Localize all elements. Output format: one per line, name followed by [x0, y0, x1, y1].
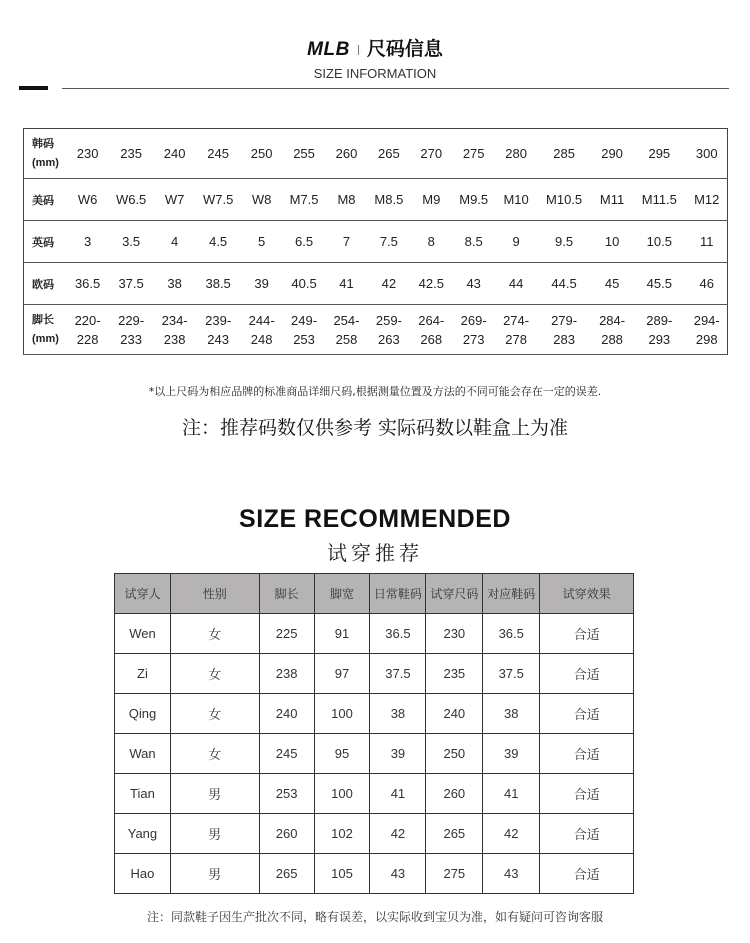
table-cell: Wen	[115, 614, 171, 654]
table-cell: M10.5	[536, 179, 592, 221]
cell-text: 294-	[693, 312, 720, 328]
table-cell: 275	[451, 129, 496, 179]
table-cell: 男	[170, 774, 259, 814]
table-cell: 37.5	[483, 654, 540, 694]
row-label-text: 美码	[32, 194, 54, 207]
table-cell: 合适	[540, 694, 634, 734]
row-label-text: 英码	[32, 236, 54, 249]
table-cell: 合适	[540, 734, 634, 774]
cell-text: 233	[120, 331, 142, 347]
table-cell: 42	[367, 263, 412, 305]
table-row	[115, 694, 634, 734]
table-cell: 97	[314, 654, 370, 694]
table-cell: Qing	[115, 694, 171, 734]
table-cell: 245	[195, 129, 242, 179]
table-cell	[686, 305, 727, 355]
column-header: 日常鞋码	[370, 574, 426, 614]
table-cell: 41	[370, 774, 426, 814]
recommended-title: SIZE RECOMMENDED	[239, 505, 511, 533]
decorative-divider	[62, 88, 729, 89]
table-cell: 255	[282, 129, 327, 179]
table-cell: 265	[426, 814, 483, 854]
column-header: 性别	[170, 574, 259, 614]
recommend-note: 注：推荐码数仅供参考 实际码数以鞋盒上为准	[181, 417, 569, 439]
table-cell: Hao	[115, 854, 171, 894]
column-header: 对应鞋码	[483, 574, 540, 614]
table-cell: 44.5	[536, 263, 592, 305]
table-cell: 230	[68, 129, 108, 179]
recommended-subtitle: 试穿推荐	[327, 541, 423, 565]
table-row	[115, 774, 634, 814]
table-cell: 合适	[540, 774, 634, 814]
cell-text: 220-	[74, 312, 101, 328]
table-cell: M11.5	[632, 179, 686, 221]
table-cell: 91	[314, 614, 370, 654]
table-cell: 38	[155, 263, 195, 305]
table-cell: 102	[314, 814, 370, 854]
table-cell: Yang	[115, 814, 171, 854]
table-cell: 250	[426, 734, 483, 774]
table-cell: 女	[170, 614, 259, 654]
cell-text: 244-	[248, 312, 275, 328]
table-cell: 8.5	[451, 221, 496, 263]
table-cell	[282, 305, 327, 355]
table-cell: 男	[170, 814, 259, 854]
table-cell: M8	[326, 179, 366, 221]
cell-text: 228	[76, 331, 99, 347]
table-row	[115, 654, 634, 694]
table-cell: 250	[242, 129, 282, 179]
table-cell: 10.5	[632, 221, 686, 263]
table-cell: 44	[496, 263, 536, 305]
table-cell: 36.5	[68, 263, 108, 305]
table-cell: W6.5	[108, 179, 155, 221]
header-title	[0, 34, 750, 61]
row-label-text: 脚长	[32, 313, 54, 326]
table-cell	[411, 305, 451, 355]
table-cell: 270	[411, 129, 451, 179]
row-label	[24, 129, 68, 179]
table-cell: 36.5	[483, 614, 540, 654]
table-row	[24, 129, 728, 179]
table-cell: 245	[259, 734, 314, 774]
table-row	[115, 734, 634, 774]
table-cell: 9	[496, 221, 536, 263]
table-cell: 260	[426, 774, 483, 814]
table-cell: 42	[370, 814, 426, 854]
table-cell: 235	[108, 129, 155, 179]
table-cell: 38	[483, 694, 540, 734]
table-cell: 10	[592, 221, 632, 263]
table-cell: 253	[259, 774, 314, 814]
table-cell: Wan	[115, 734, 171, 774]
table-row	[24, 179, 728, 221]
table-cell: 43	[370, 854, 426, 894]
table-row	[115, 854, 634, 894]
cell-text: 289-	[646, 312, 673, 328]
table-cell	[536, 305, 592, 355]
title-separator	[358, 45, 359, 55]
table-cell	[242, 305, 282, 355]
cell-text: 283	[553, 331, 575, 347]
table-cell: 45	[592, 263, 632, 305]
table-cell	[496, 305, 536, 355]
table-cell	[632, 305, 686, 355]
table-cell: 42.5	[411, 263, 451, 305]
table-cell: 46	[686, 263, 727, 305]
table-row	[24, 305, 728, 355]
row-label	[24, 179, 68, 221]
table-cell: 39	[370, 734, 426, 774]
row-label	[24, 263, 68, 305]
table-cell: M7.5	[282, 179, 327, 221]
row-label-unit: (mm)	[32, 156, 59, 169]
table-cell: 42	[483, 814, 540, 854]
table-cell: 37.5	[370, 654, 426, 694]
cell-text: 288	[601, 331, 623, 347]
table-cell: M9	[411, 179, 451, 221]
cell-text: 298	[695, 331, 718, 347]
size-conversion-table	[23, 128, 728, 355]
cell-text: 263	[378, 331, 400, 347]
cell-text: 229-	[118, 312, 145, 328]
table-cell: 5	[242, 221, 282, 263]
table-cell: 11	[686, 221, 727, 263]
cell-text: 273	[462, 331, 485, 347]
table-cell	[68, 305, 108, 355]
table-cell: 240	[259, 694, 314, 734]
row-label-text: 欧码	[32, 278, 54, 291]
table-cell: M12	[686, 179, 727, 221]
cell-text: 259-	[375, 312, 402, 328]
decorative-bar-thick	[19, 86, 48, 90]
table-cell	[108, 305, 155, 355]
table-cell: 女	[170, 734, 259, 774]
table-row	[24, 221, 728, 263]
cell-text: 279-	[551, 312, 578, 328]
table-cell: 38.5	[195, 263, 242, 305]
table-cell: 女	[170, 694, 259, 734]
table-cell: 95	[314, 734, 370, 774]
table-cell: 300	[686, 129, 727, 179]
cell-text: 293	[648, 331, 671, 347]
table-cell: W6	[68, 179, 108, 221]
table-cell: 41	[326, 263, 366, 305]
table-cell: 45.5	[632, 263, 686, 305]
table-cell: Tian	[115, 774, 171, 814]
table-cell: 3.5	[108, 221, 155, 263]
table-cell	[592, 305, 632, 355]
header-subtitle: SIZE INFORMATION	[313, 66, 437, 81]
cell-text: 274-	[503, 312, 530, 328]
table-row	[115, 614, 634, 654]
column-header: 脚宽	[314, 574, 370, 614]
table-cell: 265	[367, 129, 412, 179]
cell-text: 284-	[599, 312, 626, 328]
disclaimer-note: *以上尺码为相应品牌的标准商品详细尺码,根据测量位置及方法的不同可能会存在一定的误差.	[148, 385, 602, 398]
table-cell: 3	[68, 221, 108, 263]
table-cell: 41	[483, 774, 540, 814]
table-cell: 39	[483, 734, 540, 774]
column-header: 试穿人	[115, 574, 171, 614]
cell-text: 238	[163, 331, 186, 347]
cell-text: 278	[505, 331, 527, 347]
cell-text: 243	[207, 331, 229, 347]
brand-logo: MLB	[307, 39, 350, 60]
table-cell: 合适	[540, 654, 634, 694]
table-row	[115, 814, 634, 854]
table-cell: 238	[259, 654, 314, 694]
table-cell: 280	[496, 129, 536, 179]
column-header: 脚长	[259, 574, 314, 614]
column-header: 试穿效果	[540, 574, 634, 614]
table-cell: W7	[155, 179, 195, 221]
cell-text: 269-	[460, 312, 487, 328]
table-cell: M8.5	[367, 179, 412, 221]
table-cell: 295	[632, 129, 686, 179]
table-cell: 合适	[540, 854, 634, 894]
cell-text: 264-	[418, 312, 445, 328]
table-cell: 4	[155, 221, 195, 263]
table-cell: 230	[426, 614, 483, 654]
table-cell: 265	[259, 854, 314, 894]
table-cell: 235	[426, 654, 483, 694]
table-cell: 合适	[540, 614, 634, 654]
table-cell: 男	[170, 854, 259, 894]
footer-note: 注：同款鞋子因生产批次不同，略有误差，以实际收到宝贝为准，如有疑问可咨询客服	[146, 910, 603, 924]
table-cell: 100	[314, 694, 370, 734]
table-cell: 240	[155, 129, 195, 179]
table-cell: 260	[259, 814, 314, 854]
table-cell	[451, 305, 496, 355]
table-cell	[155, 305, 195, 355]
column-header: 试穿尺码	[426, 574, 483, 614]
table-row	[24, 263, 728, 305]
table-cell	[195, 305, 242, 355]
table-cell: 36.5	[370, 614, 426, 654]
table-cell: 合适	[540, 814, 634, 854]
cell-text: 258	[335, 331, 358, 347]
cell-text: 253	[293, 331, 315, 347]
row-label	[24, 305, 68, 355]
table-cell: 女	[170, 654, 259, 694]
cell-text: 254-	[333, 312, 360, 328]
title-cn: 尺码信息	[366, 38, 443, 60]
table-cell: 260	[326, 129, 366, 179]
cell-text: 239-	[205, 312, 232, 328]
cell-text: 268	[420, 331, 443, 347]
table-cell: 4.5	[195, 221, 242, 263]
table-cell: M11	[592, 179, 632, 221]
table-cell: 285	[536, 129, 592, 179]
table-cell: 100	[314, 774, 370, 814]
table-header-row	[115, 574, 634, 614]
table-cell: M9.5	[451, 179, 496, 221]
table-cell: 275	[426, 854, 483, 894]
table-cell: 8	[411, 221, 451, 263]
row-label-text: 韩码	[32, 137, 54, 150]
cell-text: 249-	[291, 312, 318, 328]
table-cell: 9.5	[536, 221, 592, 263]
table-cell	[367, 305, 412, 355]
table-cell: 43	[451, 263, 496, 305]
table-cell: 6.5	[282, 221, 327, 263]
table-cell: 39	[242, 263, 282, 305]
table-cell: W7.5	[195, 179, 242, 221]
row-label	[24, 221, 68, 263]
table-cell	[326, 305, 366, 355]
table-cell: 37.5	[108, 263, 155, 305]
table-cell: 105	[314, 854, 370, 894]
table-cell: 43	[483, 854, 540, 894]
table-cell: M10	[496, 179, 536, 221]
table-cell: 7	[326, 221, 366, 263]
row-label-unit: (mm)	[32, 332, 59, 345]
table-cell: 240	[426, 694, 483, 734]
cell-text: 248	[250, 331, 273, 347]
table-cell: W8	[242, 179, 282, 221]
try-on-table	[114, 573, 634, 894]
table-cell: 225	[259, 614, 314, 654]
table-cell: 7.5	[367, 221, 412, 263]
table-cell: Zi	[115, 654, 171, 694]
table-cell: 40.5	[282, 263, 327, 305]
table-cell: 290	[592, 129, 632, 179]
table-cell: 38	[370, 694, 426, 734]
cell-text: 234-	[161, 312, 188, 328]
